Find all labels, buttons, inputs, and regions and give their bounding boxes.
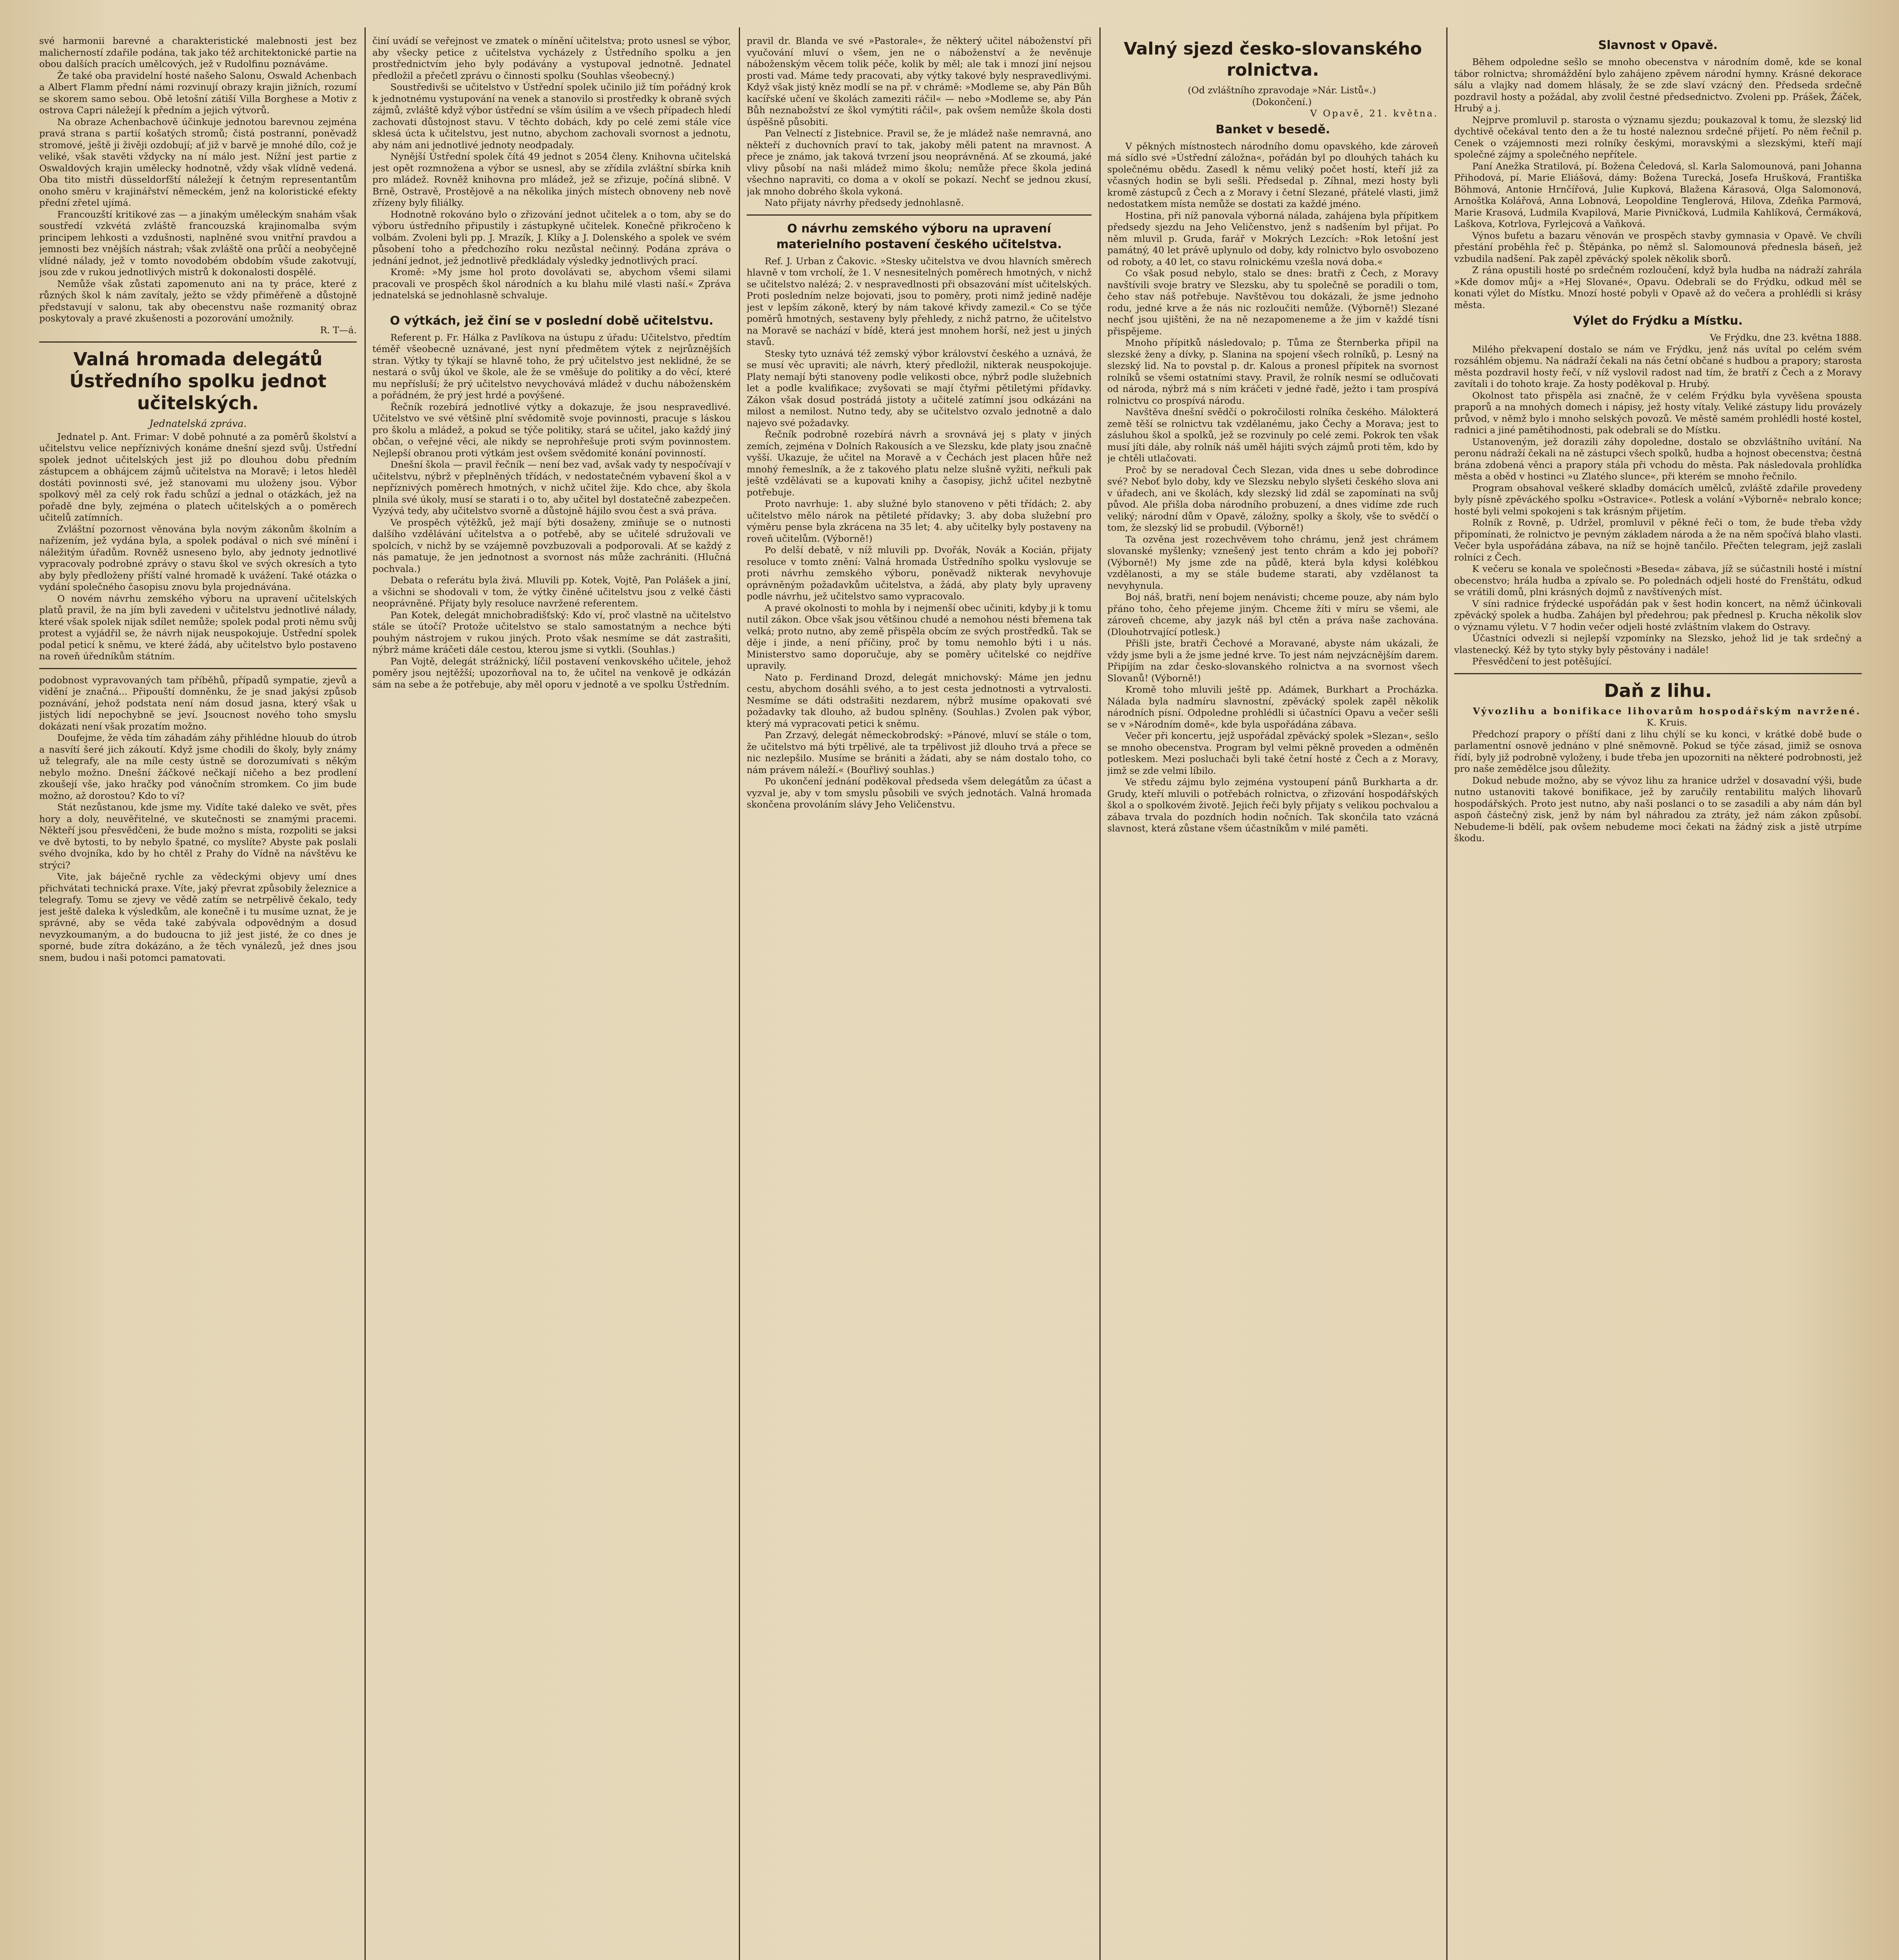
article-paragraph: Z rána opustili hosté po srdečném rozloučení, když byla hudba na nádraží zahrála »Kde domov můj« a »Hej Slované«, Opavu. Odebrali se do Frýdku, odkud měl se konati výlet do Místku. Mnozí hosté pobyli v Opavě až do večera a prohlédli si krásy města. [1454, 265, 1862, 310]
article-paragraph: Co však posud nebylo, stalo se dnes: bratři z Čech, z Moravy navštívili svoje bratry ve Slezsku, aby tu společně se poradili o tom, čeho stav náš potřebuje. Navštěvou tou dokázali, že jsme jednoho rodu, jedné krve a že nás nic rozloučiti nemůže. (Výborně!) Slezané nechť jsou ujištěni, že na ně nezapomeneme a že jim v každé tísni přispějeme. [1107, 268, 1438, 337]
article-paragraph: Účastníci odvezli si nejlepší vzpomínky na Slezsko, jehož lid je tak srdečný a vlastenecký. Kéž by tyto styky byly pěstovány i nadále! [1454, 633, 1862, 655]
article-paragraph: Proč by se neradoval Čech Slezan, vida dnes u sebe dobrodince své? Neboť bylo doby, kdy ve Slezsku nebylo slyšeti českého slova ani v úřadech, ani ve školách, kdy slezský lid zdál se zapomínati na svůj původ. Ale přišla doba národního probuzení, a dnes vidíme zde ruch veliký; národní dům v Opavě, záložny, spolky a školy, vše to svědčí o tom, že slezský lid se probudil. (Výborně!) [1107, 464, 1438, 533]
article-paragraph: Výnos bufetu a bazaru věnován ve prospěch stavby gymnasia v Opavě. Ve chvíli přestání proběhla řeč p. Štěpánka, po němž sl. Salomounová přednesla báseň, jež vzbudila nadšení. Pak zapěl zpěvácký spolek několik sborů. [1454, 230, 1862, 264]
article-paragraph: Pan Velnectí z Jistebnice. Pravil se, že je mládež naše nemravná, ano někteří z duchovních praví to tak, jakoby měli patent na mravnost. A přece je známo, jak taková tvrzení jsou neoprávněná. Ať se zkoumá, jaké vlivy působí na naši mládež mimo školu; nemůže přece škola jediná všechno napraviti, co doma a v okolí se pokazí. Nechť se jednou zkusí, jak mnoho dobrého škola vykoná. [747, 128, 1092, 197]
article-paragraph: Ustanoveným, jež dorazili záhy dopoledne, dostalo se obzvláštního uvítání. Na peronu nádraží čekali na ně zástupci všech spolků, hudba a hojnost obecenstva; čestná brána zdobená věnci a prapory stála při vchodu do města. Pak následovala prohlídka města a oběd v hostinci »u Zlatého slunce«, při kterém se mnoho řečnilo. [1454, 436, 1862, 482]
author-signature: R. T—á. [320, 324, 357, 336]
article-paragraph: O novém návrhu zemského výboru na upravení učitelských platů pravil, že na jím byli zavedeni v učitelstvu jednotlivé nálady, které však spolek nijak sdílet nemůže; spolek podal proti němu svůj protest a vyjádřil se, že návrh nijak neuspokojuje. Ústřední spolek podal peticí k sněmu, ve které žádá, aby učitelstvo bylo postaveno na roveň úředníkům státním. [39, 593, 357, 662]
article-paragraph: K večeru se konala ve společnosti »Beseda« zábava, jíž se súčastnili hosté i místní obecenstvo; hrála hudba a zpívalo se. Po polednách odjeli hosté do Frenštátu, odkud se vrátili domů, plni krásných dojmů z navštívených míst. [1454, 563, 1862, 597]
article-headline: O návrhu zemského výboru na upravení materielního postavení českého učitelstva. [776, 221, 1062, 251]
article-paragraph: Program obsahoval veškeré skladby domácích umělců, zvláště zdařile provedeny byly písně zpěváckého spolku »Ostravice«. Potlesk a volání »Výborně« nebralo konce; hosté byli velmi spokojeni s tak krásným přijetím. [1454, 482, 1862, 517]
article-paragraph: Rolník z Rovně, p. Udržel, promluvil v pěkné řeči o tom, že bude třeba vždy připomínati, že rolnictvo je pevným základem národa a že na něm spočívá blaho vlasti. Večer byla uspořádána zábava, na níž se hojně tančilo. Přečten telegram, jejž zaslali rolníci z Čech. [1454, 517, 1862, 563]
article-paragraph: Že také oba pravidelní hosté našeho Salonu, Oswald Achenbach a Albert Flamm přední námi rozvinují obrazy krajin jižních, rozumí se skorem samo sebou. Obě letošní zátiší Villa Borghese a Motiv z ostrova Capri náležejí k předním a jejich výtvorů. [39, 70, 357, 116]
article-paragraph: Soustředivši se učitelstvo v Ústřední spolek učinilo již tím pořádný krok k jednotnému vystupování na venek a stanovilo si prostředky k obraně svých zájmů, zvláště když výbor ústřední se vším úsilím a ve všech případech hledí zachovati důstojnost stavu. V těchto dobách, kdy po celé zemi stále více sklesá úcta k učitelstvu, jest nutno, abychom zachovali svornost a jednotu, aby nám ani jednotlivé jednoty neodpadaly. [372, 82, 731, 151]
article-paragraph: Ref. J. Urban z Čakovic. »Stesky učitelstva ve dvou hlavních směrech hlavně v tom vrcholí, že 1. V nesnesitelných poměrech hmotných, v nichž se učitelstvo nalézá; 2. v nespravedlnosti při obsazování míst učitelských. Proti posledním nelze bojovati, jsou to poměry, proti nimž jedině naděje jest v lepším zákoně, který by nám takové křivdy zamezil.« Co se týče poměrů hmotných, sestaveny byly přehledy, z nichž patrno, že učitelstvo na Moravě se nachází v bídě, která jest mnohem horší, než jest u jiných stavů. [747, 255, 1092, 347]
section-divider [747, 214, 1092, 216]
column-3 [747, 35, 1092, 1960]
article-paragraph: Řečník podrobně rozebírá návrh a srovnává jej s platy v jiných zemích, zejména v Dolních Rakousích a ve Slezsku, kde platy jsou značně vyšší. Ukazuje, že učitel na Moravě a v Čechách jest placen hůře než mnohý řemeslník, a že z takového platu nelze slušně vyžiti, neřkuli pak ještě vzdělávati se a kupovati knihy a časopisy, jichž učitel nezbytně potřebuje. [747, 429, 1092, 498]
column-4 [1107, 35, 1438, 1960]
article-paragraph: pravil dr. Blanda ve své »Pastorale«, že některý učitel náboženství při vyučování mluví o všem, jen ne o náboženství a že nevěnuje náboženským věcem tolik péče, kolik by měl; ale tak i mnozí jiní nejsou prosti vad. Máme tedy pracovati, aby výtky takové byly nespravedlivými. Když však jistý kněz modlí se na př. v chrámě: »Modleme se, aby Pán Bůh kacířské učení ve školách zameziti ráčil« — nebo »Modleme se, aby Pán Bůh neznabožství ze škol vymýtiti ráčil«, pak ovšem nemůže škola dosti úspěšně působiti. [747, 35, 1092, 127]
section-divider [39, 668, 357, 669]
article-paragraph: Pan Zrzavý, delegát německobrodský: »Pánové, mluví se stále o tom, že učitelstvo má býti trpělivé, ale ta trpělivost již dlouho trvá a přece se nic nezlepšilo. Musíme se brániti a žádati, aby se nám dostalo toho, co nám právem náleží.« (Bouřlivý souhlas.) [747, 730, 1092, 775]
article-paragraph: V síni radnice frýdecké uspořádán pak v šest hodin koncert, na němž účinkovali zpěvácký spolek a hudba. Zahájen byl předehrou; pak přednesl p. Krucha několik slov o významu výletu. V 7 hodin večer odjeli hosté zvláštním vlakem do Ostravy. [1454, 598, 1862, 632]
article-paragraph: Boj náš, bratři, není bojem nenávisti; chceme pouze, aby nám bylo přáno toho, čeho přejeme jiným. Chceme žíti v míru se všemi, ale zároveň chceme, aby jazyk náš byl ctěn a práva naše zachována. (Dlouhotrvající potlesk.) [1107, 592, 1438, 637]
article-byline: K. Kruis. [1647, 717, 1687, 728]
article-paragraph: Kromě: »My jsme hol proto dovolávati se, abychom všemi silami pracovali ve prospěch škol národních a ku blahu milé vlasti naší.« Zpráva jednatelská se jednohlasně schvaluje. [372, 267, 731, 301]
article-paragraph: Paní Anežka Stratilová, pí. Božena Čeledová, sl. Karla Salomounová, pani Johanna Přihodová, pí. Marie Eliášová, dámy: Božena Turecká, Josefa Hrušková, Františka Böhmová, Antonie Hrnčířová, Julie Kupková, Blažena Kárasová, Olga Salomonová, Arnoštka Kolářová, Anna Lobnová, Leopoldine Tenglerová, Hilova, Zdeňka Parmová, Marie Krasová, Ludmila Kvapilová, Marie Pivničková, Ludmila Kahlíková, Čermáková, Laškova, Kotrlova, Fyrlejcová a Vaňková. [1454, 160, 1862, 229]
article-headline: Daň z lihu. [1604, 680, 1712, 701]
column-rule [1446, 27, 1447, 1960]
article-paragraph: Ve středu zájmu bylo zejména vystoupení pánů Burkharta a dr. Grudy, kteří mluvili o potřebách rolnictva, o zřizování hospodářských škol a o spolkovém životě. Jejich řeči byly přijaty s velikou pochvalou a zábava trvala do pozdních hodin nočních. Tak skončila tato vzácná slavnost, která zůstane všem účastníkům v milé paměti. [1107, 777, 1438, 834]
article-paragraph: Proto navrhuje: 1. aby služné bylo stanoveno v pěti třídách; 2. aby učitelstvo mělo nárok na pětileté přídavky; 3. aby doba služební pro výměru pense byla zkrácena na 35 let; 4. aby učitelky byly postaveny na roveň učitelům. (Výborně!) [747, 498, 1092, 544]
article-paragraph: Přesvědčení to jest potěšující. [1472, 656, 1612, 667]
article-paragraph: Milého překvapení dostalo se nám ve Frýdku, jenž nás uvítal po celém svém rozsáhlém objemu. Na nádraží čekali na nás četní občané s hudbou a prapory; starosta města pozdravil hosty řečí, v níž vyslovil radost nad tím, že bratří z Čech a z Moravy zavítali i do tohoto kraje. Za hosty poděkoval p. Hrubý. [1454, 343, 1862, 389]
article-subhead: Vývozlihu a bonifikace lihovarům hospodářským navržené. [1473, 705, 1861, 717]
article-paragraph: Nato přijaty návrhy předsedy jednohlasně. [765, 197, 964, 208]
article-headline: Výlet do Frýdku a Místku. [1573, 314, 1743, 328]
article-subhead: Jednatelská zpráva. [149, 418, 247, 429]
article-paragraph: Dnešní škola — pravil řečník — není bez vad, avšak vady ty nespočívají v učitelstvu, nýbrž v přeplněných třídách, v nedostatečném vybavení škol a v nepříznivých poměrech hmotných, v nichž učitel žije. Kdo chce, aby škola plnila své úkoly, musí se starati i o to, aby učitel byl dostatečně zabezpečen. Vyzývá tedy, aby učitelstvo svorně a důstojně hájilo svou čest a svá práva. [372, 459, 731, 516]
article-dateline: Ve Frýdku, dne 23. května 1888. [1710, 332, 1862, 343]
section-divider [1454, 673, 1862, 674]
section-divider [39, 341, 357, 343]
article-headline: Slavnost v Opavě. [1598, 38, 1718, 52]
article-paragraph: Po delší debatě, v níž mluvili pp. Dvořák, Novák a Kocián, přijaty resoluce v tomto znění: Valná hromada Ústředního spolku vyslovuje se proti návrhu zemského výboru, poněvadž nikterak nevyhovuje oprávněným požadavkům učitelstva, a žádá, aby platy byly upraveny podle návrhu, jež učitelstvo samo vypracovalo. [747, 544, 1092, 602]
article-paragraph: Stát nezůstanou, kde jsme my. Vidíte také daleko ve svět, přes hory a doly, neuvěřitelné, ve skutečnosti se znamými pracemi. Někteří jsou přesvědčeni, že bude možno s místa, rozpoliti se jaksi ve dvě bytosti, to by nebylo špatné, co myslíte? Abyste pak poslali svého dvojníka, kdo by ho chtěl z Prahy do Vídně na návštěvu ke strýci? [39, 802, 357, 871]
column-5 [1454, 35, 1862, 1960]
article-paragraph: Pan Kotek, delegát mnichobradišťský: Kdo ví, proč vlastně na učitelstvo stále se útočí? Protože učitelstvo se stalo samostatným a nechce býti pouhým nástrojem v rukou jiných. Proto však nesmíme se dát zastrašiti, nýbrž máme kráčeti dále cestou, kterou jsme si vytkli. (Souhlas.) [372, 609, 731, 655]
article-headline: Valný sjezd česko-slovanského rolnictva. [1124, 39, 1422, 80]
article-continuation: (Dokončení.) [1252, 96, 1312, 107]
article-paragraph: Nynější Ústřední spolek čítá 49 jednot s 2054 členy. Knihovna učitelská jest opět rozmnožena a výbor se usnesl, aby se zřídila zvláštní sbírka knih pro mládež. Rovněž knihovna pro mládež, jež se zřizuje, počíná slibně. V Brně, Ostravě, Prostějově a na několika jiných místech obnoveny neb nově zřízeny byly filiálky. [372, 151, 731, 208]
article-paragraph: Ta ozvěna jest rozechvěvem toho chrámu, jenž jest chrámem slovanské myšlenky; vznešený jest tento chrám a kdo jej poboří? (Výborně!) My jsme zde na půdě, která byla kdysi kolébkou vzdělanosti, a my se stále budeme starati, aby vzdělanost ta nevyhynula. [1107, 534, 1438, 591]
article-paragraph: Dokud nebude možno, aby se vývoz lihu za hranice udržel v dosavadní výši, bude nutno ustanoviti takové bonifikace, jež by zaručily rentabilitu malých lihovarů hospodářských. Proto jest nutno, aby naši poslanci o to se zasadili a aby nám dán byl aspoň částečný zisk, jenž by nám byl náhradou za ztráty, jež nám zákon způsobí. Nebudeme-li bdělí, pak ovšem nebudeme moci čekati na žádný zisk a jistě utrpíme škodu. [1454, 775, 1862, 844]
article-paragraph: Řečník rozebírá jednotlivé výtky a dokazuje, že jsou nespravedlivé. Učitelstvo ve své většině plní svědomitě svoje povinnosti, pracuje s láskou pro školu a mládež, a pokud se týče politiky, stará se učitel, jako každý jiný občan, o veřejné věci, ale nikdy se neprohřešuje proti svým povinnostem. Nejlepší obranou proti výtkám jest ovšem svědomité konání povinností. [372, 401, 731, 459]
article-paragraph: Debata o referátu byla živá. Mluvili pp. Kotek, Vojtě, Pan Polášek a jiní, a všichni se shodovali v tom, že výtky činěné učitelstvu jsou z velké části neoprávněné. Přijaty byly resoluce navržené referentem. [372, 575, 731, 609]
article-headline: O výtkách, jež činí se v poslední době učitelstvu. [390, 314, 714, 328]
article-paragraph: Okolnost tato přispěla asi značně, že v celém Frýdku byla vyvěšena spousta praporů a na mnohých domech i nápisy, jež hosty vítaly. Veliké zástupy lidu provázely průvod, v němž bylo i mnoho selských povozů. Ve městě samém prohlédli hosté kostel, radnici a jiné pamětihodnosti, pak odebrali se do Místku. [1454, 390, 1862, 436]
article-paragraph: Hostina, při níž panovala výborná nálada, zahájena byla přípitkem předsedy sjezdu na Jeho Veličenstvo, jenž s nadšením byl přijat. Po něm mluvil p. Gruda, farář v Mokrých Lezcích: »Rok letošní jest památný, 40 let právě uplynulo od doby, kdy rolnictvo bylo osvobozeno od roboty, a 40 let, co stavu rolnickému vzešla nová doba.« [1107, 210, 1438, 267]
article-paragraph: Jednatel p. Ant. Frimar: V době pohnuté a za poměrů školství a učitelstvu velice nepříznivých konáme dnešní sjezd svůj. Ústřední spolek jednot učitelských jest již po dlouhou dobu předním zástupcem a obhájcem zájmů učitelstva na Moravě; i letos hleděl dostáti povinnosti své, jež stanovami mu uloženy jsou. Výbor spolkový měl za celý rok řadu schůzí a jednal o otázkách, jež na pořadě dne byly, zejména o platech učitelských a o poměrech učitelů zatímních. [39, 431, 357, 523]
article-paragraph: Předchozí prapory o příští dani z lihu chýlí se ku konci, v krátké době bude o parlamentní osnově jednáno v plné sněmovně. Pokud se týče zásad, jimiž se osnova řídí, byly již podrobně vyloženy, i bude třeba jen upozorniti na některé podrobnosti, jež pro naše zemědělce jsou důležity. [1454, 728, 1862, 774]
article-dateline: V Opavě, 21. května. [1310, 108, 1438, 119]
column-rule [1099, 27, 1101, 1960]
article-paragraph: Referent p. Fr. Hálka z Pavlíkova na ústupu z úřadu: Učitelstvo, předtím téměř všeobecně uznávané, jest nyní předmětem výtek z nejrůznějších stran. Výtky ty týkají se hlavně toho, že prý učitelstvo jest neklidné, že se nestará o svůj úkol ve škole, ale že se vměšuje do politiky a do věcí, které mu nepřísluší; že prý učitelstvo nevychovává mládež v duchu náboženském a pořádném, že prý jest hrdé a povýšené. [372, 332, 731, 401]
article-paragraph: Přišli jste, bratři Čechové a Moravané, abyste nám ukázali, že vždy jsme byli a že jsme jedné krve. To jest nám nejvzácnějším darem. Připíjím na zdar česko-slovanského rolnictva a na svornost všech Slovanů! (Výborně!) [1107, 638, 1438, 684]
article-subhead: Banket v besedě. [1215, 122, 1330, 136]
article-paragraph: Mnoho přípitků následovalo; p. Tůma ze Šternberka připil na slezské ženy a dívky, p. Slanina na spojení všech rolníků, p. Lesný na slezský lid. Na to povstal p. dr. Kalous a pronesl přípitek na svornost rolníků se všemi ostatními stavy. Pravil, že rolník nesmí se odlučovati od národa, nýbrž má s ním kráčeti v jedné řadě, ježto i tam prospívá rolnictvu co prospívá národu. [1107, 337, 1438, 406]
article-source: (Od zvláštního zpravodaje »Nár. Listů«.) [1188, 85, 1376, 96]
column-1 [39, 35, 357, 1960]
column-2 [372, 35, 731, 1960]
article-paragraph: Večer při koncertu, jejž uspořádal zpěvácký spolek »Slezan«, sešlo se mnoho obecenstva. Program byl velmi pěkně proveden a odměněn potleskem. Mezi posluchači byli také četní hosté z Čech a z Moravy, jimž se zde velmi líbilo. [1107, 730, 1438, 776]
article-paragraph: Nemůže však zůstati zapomenuto ani na ty práce, které z různých škol k nám zavítaly, ježto se vždy přiměřeně a důstojně představují v salonu, tak aby obecenstvu naše rozmanitý obraz poskytovaly a pravé zkušenosti a pozorování umožnily. [39, 278, 357, 324]
article-paragraph: Během odpoledne sešlo se mnoho obecenstva v národním domě, kde se konal tábor rolnictva; shromáždění bylo zahájeno zpěvem národní hymny. Krásné dekorace sálu a vlajky nad domem hlásaly, že se zde slaví vzácný den. Předseda srdečně pozdravil hosty a požádal, aby zvolil čestné předsednictvo. Zvoleni pp. Prášek, Žáček, Hrubý a j. [1454, 56, 1862, 114]
article-paragraph: Ve prospěch výtěžků, jež mají býti dosaženy, zmiňuje se o nutnosti dalšího vzdělávání učitelstva a o potřebě, aby se učitelé sdružovali ve spolcích, v nichž by se vzájemně povzbuzovali a podporovali. Ať se každý z nás pamatuje, že jen jednotnost a svornost nás může zachrániti. (Hlučná pochvala.) [372, 517, 731, 574]
article-paragraph: Francouzští kritikové zas — a jinakým uměleckým snahám však soustředí vzkvétá zvláště francouzská krajinomalba svým principem lehkosti a vzdušnosti, naplněné svou vnitřní pravdou a jemnosti bez vnějších nástrah; však zvláště ona průčí a neobyčejně vlídné nálady, jež v tomto novodobém obdobím všude zakotvují, jsou zde v rukou jednotlivých mistrů k dokonalosti dospělé. [39, 209, 357, 278]
column-rule [739, 27, 740, 1960]
article-paragraph: Nejprve promluvil p. starosta o významu sjezdu; poukazoval k tomu, že slezský lid dychtivě očekával tento den a že tu hosté naleznou srdečné přijetí. Po něm řečnil p. Cenek o vzájemnosti mezi rolníky českými, moravskými a slezskými, kteří mají společné zájmy a společného nepřítele. [1454, 114, 1862, 160]
article-paragraph: Pan Vojtě, delegát strážnický, líčil postavení venkovského učitele, jehož poměry jsou nejtěžší; upozorňoval na to, že učitel na venkově je odkázán sám na sebe a že potřebuje, aby měl oporu v jednotě a ve spolku Ústředním. [372, 655, 731, 690]
column-rule [365, 27, 366, 1960]
article-paragraph: Doufejme, že věda tím záhadám záhy přihlédne hlouub do útrob a nasvítí šeré jich zákoutí. Když jsme chodili do školy, byly známy už telegrafy, ale na míle cesty ústně se dorozumívati s někým nebylo možno. Dnešní žáčkové nečkají ničeho a bez prodlení zkoušejí vše, jako hračky pod vánočním stromkem. Co jim bude možno, až dorostou? Kdo to ví? [39, 732, 357, 801]
article-paragraph: Na obraze Achenbachově účinkuje jednotou barevnou zejména pravá strana s partií košatých stromů; čistá postranní, poněvadž stromové, ještě ji živěji ozdobují; ať již v barvě je mnohé dílo, což je veliké, však stavěti vždycky na ní málo jest. Nížní jest partie z Oswaldových krajin umělecky hodnotně, vždy však vlídně vedená. Oba tito mistři düsseldorfští náležejí k četným representantům onoho směru v krajinářství německém, jenž na koloristické efekty přední zřetel ujímá. [39, 116, 357, 208]
article-paragraph: Kromě toho mluvili ještě pp. Adámek, Burkhart a Procházka. Nálada byla nadmíru slavnostní, zpěvácký spolek zapěl několik národních písní. Odpoledne prohlédli si účastníci Opavu a večer sešli se v »Národním domě«, kde byla uspořádána zábava. [1107, 684, 1438, 730]
article-paragraph: Hodnotně rokováno bylo o zřizování jednot učitelek a o tom, aby se do výboru ústředního připustily i zástupkyně učitelek. Konečně přikročeno k volbám. Zvoleni byli pp. J. Mrazík, J. Klíky a J. Dolenského a spolek ve svém působení toho a předchozího roku nezůstal nečinný. Podána zpráva o jednání jednot, jež jednotlivě předkládaly výsledky jednotlivých prací. [372, 209, 731, 266]
article-paragraph: Po ukončení jednání poděkoval předseda všem delegátům za účast a vyzval je, aby v tom smyslu působili ve svých jednotách. Valná hromada skončena provoláním slávy Jeho Veličenstvu. [747, 776, 1092, 810]
article-paragraph: Navštěva dnešní svědčí o pokročilosti rolníka českého. Málokterá země těší se rolnictvu tak vzdělanému, jako Čechy a Morava; jest to zásluhou škol a spolků, jež se rozvinuly po celé zemi. Pokrok ten však musí jíti dále, aby rolník náš uměl hájiti svých zájmů proti těm, kdo by je chtěli utlačovati. [1107, 407, 1438, 464]
article-paragraph: Zvláštní pozornost věnována byla novým zákonům školním a nařízením, jež vydána byla, a spolek podával o nich své mínění i náležitým úřadům. Rovněž usneseno bylo, aby jednoty jednotlivé vypracovaly podrobné zprávy o stavu škol ve svých okresích a tyto aby byly předloženy příští valné hromadě k uvážení. Také otázka o vydání společného časopisu znovu byla projednávána. [39, 523, 357, 592]
article-paragraph: Stesky tyto uznává též zemský výbor království českého a uznává, že se musí věc upraviti; ale návrh, který předložil, nikterak neuspokojuje. Platy nemají býti stanoveny podle velikosti obce, nýbrž podle služebních let a podle kvalifikace; zvyšovati se mají čtyřmi pětiletými přídavky. Zákon však dosud postrádá jistoty a učitelé zatímní jsou odkázáni na milost a nemilost. Nutno tedy, aby se učitelstvo ozvalo jednotně a dalo najevo své požadavky. [747, 348, 1092, 428]
article-paragraph: A pravé okolnosti to mohla by i nejmenší obec učiniti, kdyby ji k tomu nutil zákon. Obce však jsou většinou chudé a nemohou nésti břemena tak velká; proto nutno, aby země přispěla obcím ze svých prostředků. Tak se děje i jinde, a není příčiny, proč by tomu nemohlo býti i u nás. Ministerstvo samo doporučuje, aby se poměry učitelské co nejdříve upravily. [747, 602, 1092, 671]
article-paragraph: své harmonii barevné a charakteristické malebnosti jest bez malicherností zdařile podána, tak jako též architektonické partie na obou dalších pracích umělcových, jež v Rudolfinu poznáváme. [39, 35, 357, 69]
article-paragraph: podobnost vypravovaných tam příběhů, případů sympatie, zjevů a vidění je značná... Připouští domněnku, že je snad jakýsi způsob poznávání, jehož podstata není nám dosud jasna, který však u jistých lidí nepochybně se jeví. Jsoucnost nového toho smyslu dokázati není však prozatím možno. [39, 674, 357, 732]
article-paragraph: Vite, jak báječně rychle za vědeckými objevy umí dnes přichvátati technická praxe. Víte, jaký převrat způsobily železnice a telegrafy. Tomu se zjevy ve vědě zatím se netrpělivě čekalo, tedy jest ještě daleka k výsledkům, ale konečně i tu musíme uznat, že je správné, aby se věda také zabývala odpovědným a dosud nevyzkoumaným, a do budoucna to již jest jisté, že co dnes je sporné, bude zítra dokázáno, a že těch vynálezů, jež dnes jsou snem, budou i naši potomci pamatovati. [39, 871, 357, 963]
article-paragraph: Nato p. Ferdinand Drozd, delegát mnichovský: Máme jen jednu cestu, abychom dosáhli svého, a to jest cesta jednotnosti a vytrvalosti. Nesmíme se dáti odstrašiti nezdarem, nýbrž musíme opakovati své požadavky tak dlouho, až budou splněny. (Souhlas.) Zvolen pak výbor, který má vypracovati petici k sněmu. [747, 671, 1092, 729]
article-paragraph: V pěkných místnostech národního domu opavského, kde zároveň má sídlo své »Ústřední záložna«, pořádán byl po dlouhých tahách ku společnému obědu. Zasedl k němu veliký počet hostí, kteří již za včasných hodin se byli sešli. Předsedal p. Zíhnal, mezi hosty byli kromě zástupců z Čech a z Moravy i četní Slezané, přátelé vlasti, jimž nedostatkem místa nemůže se dostati za každé jméno. [1107, 140, 1438, 209]
article-headline: Valná hromada delegátů Ústředního spolku jednot učitelských. [69, 348, 326, 414]
article-paragraph: činí uvádí se veřejnost ve zmatek o mínění učitelstva; proto usnesl se výbor, aby všecky petice z učitelstva vycházely z Ústředního spolku a jen prostřednictvím jeho byly podávány a vystupoval jednotně. Jednatel předložil a přečetl zprávu o činnosti spolku (Souhlas všeobecný.) [372, 35, 731, 81]
